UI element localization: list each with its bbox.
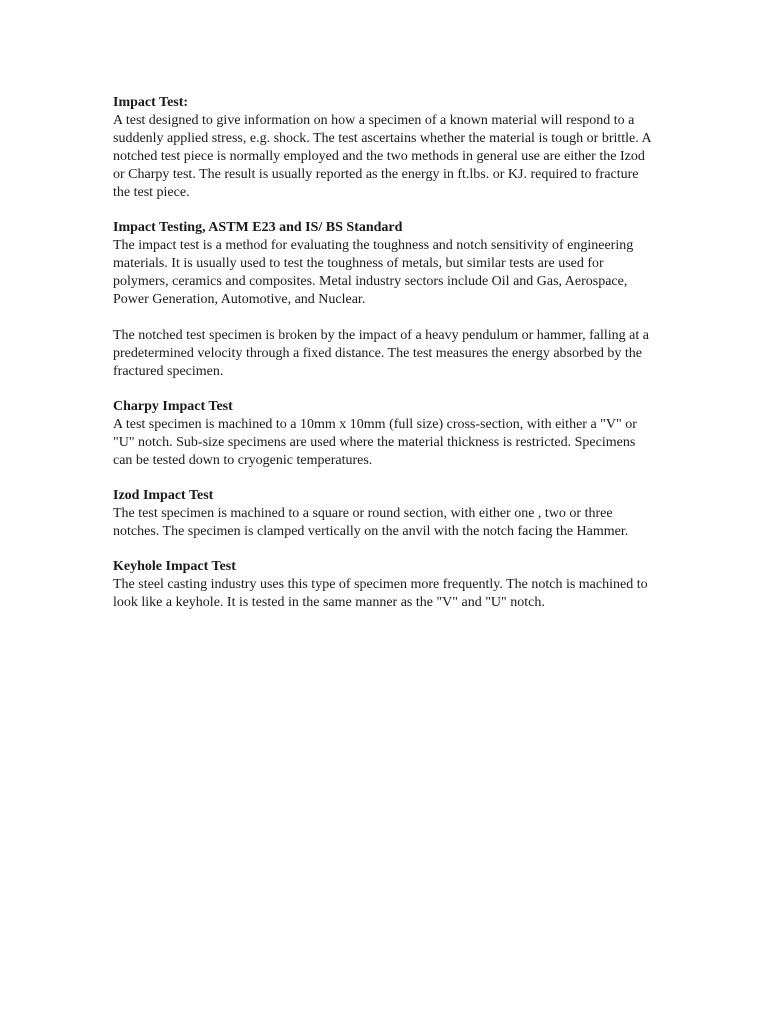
section-paragraph: The notched test specimen is broken by the impact of a heavy pendulum or hammer, falling at a predetermined velocity through a fixed distance. The test measures the energy absorbed by the fractured specimen. — [113, 328, 649, 379]
section-impact-test — [113, 94, 658, 202]
section-heading: Keyhole Impact Test — [113, 559, 236, 574]
section-charpy-impact-test — [113, 398, 658, 470]
section-heading: Impact Testing, ASTM E23 and IS/ BS Standard — [113, 220, 403, 235]
section-paragraph: The steel casting industry uses this type of specimen more frequently. The notch is machined to look like a keyhole. It is tested in the same manner as the "V" and "U" notch. — [113, 577, 648, 610]
section-heading: Impact Test: — [113, 95, 189, 110]
section-impact-testing-standards — [113, 219, 658, 381]
section-paragraph: A test designed to give information on how a specimen of a known material will respond to a suddenly applied stress, e.g. shock. The test ascertains whether the material is tough or brittle. A notched test piece is normally employed and the two methods in general use are either the Izod or Charpy test. The result is usually reported as the energy in ft.lbs. or KJ. required to fracture the test piece. — [113, 113, 651, 200]
section-keyhole-impact-test — [113, 558, 658, 612]
section-paragraph: The impact test is a method for evaluating the toughness and notch sensitivity of engineering materials. It is usually used to test the toughness of metals, but similar tests are used for polymers, ceramics and composites. Metal industry sectors include Oil and Gas, Aerospace, Power Generation, Automotive, and Nuclear. — [113, 238, 634, 307]
section-paragraph: The test specimen is machined to a square or round section, with either one , two or three notches. The specimen is clamped vertically on the anvil with the notch facing the Hammer. — [113, 506, 629, 539]
section-heading: Izod Impact Test — [113, 488, 214, 503]
section-heading: Charpy Impact Test — [113, 399, 233, 414]
document-page — [113, 94, 658, 629]
section-paragraph: A test specimen is machined to a 10mm x 10mm (full size) cross-section, with either a "V" or "U" notch. Sub-size specimens are used where the material thickness is restricted. Specimens can be tested down to cryogenic temperatures. — [113, 417, 637, 468]
section-izod-impact-test — [113, 487, 658, 541]
